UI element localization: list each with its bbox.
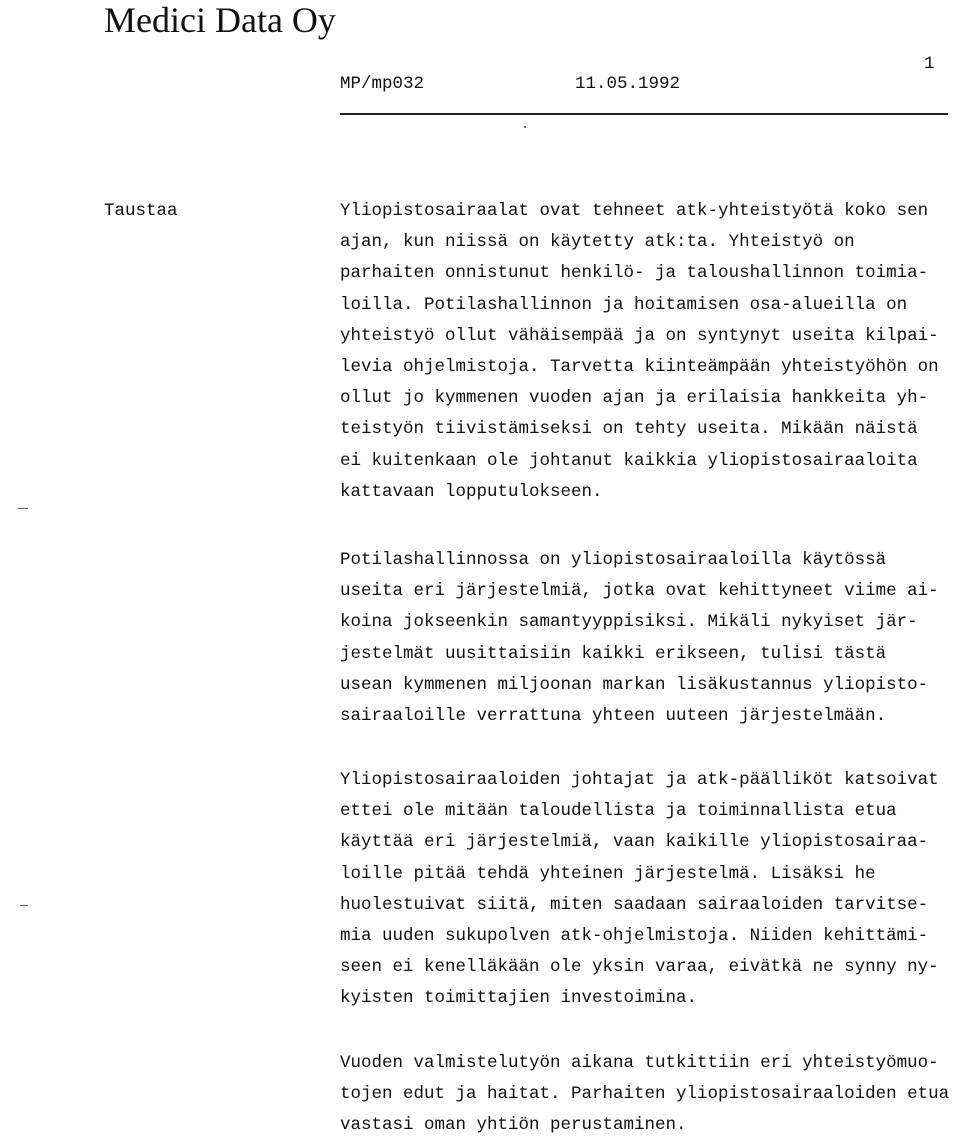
paragraph-line: loilla. Potilashallinnon ja hoitamisen osa-alueilla on — [340, 294, 908, 315]
scan-speck — [20, 905, 28, 906]
section-label: Taustaa — [104, 201, 178, 221]
paragraph-line: loille pitää tehdä yhteinen järjestelmä. Lisäksi he — [340, 863, 876, 884]
paragraph-line: levia ohjelmistoja. Tarvetta kiinteämpään yhteistyöhön on — [340, 357, 939, 377]
paragraph-line: Potilashallinnossa on yliopistosairaaloilla käytössä — [340, 550, 887, 570]
scan-speck — [18, 508, 28, 509]
paragraph-line: vastasi oman yhtiön perustaminen. — [340, 1115, 687, 1136]
paragraph-line: käyttää eri järjestelmiä, vaan kaikille yliopistosairaa- — [340, 832, 929, 853]
paragraph-line: ollut jo kymmenen vuoden ajan ja erilaisia hankkeita yh- — [340, 388, 929, 409]
paragraph-line: useita eri järjestelmiä, jotka ovat kehittyneet viime ai- — [340, 581, 939, 602]
company-name: Medici Data Oy — [104, 0, 336, 40]
document-date: 11.05.1992 — [575, 74, 681, 94]
header-divider — [340, 113, 948, 115]
paragraph-line: ettei ole mitään taloudellista ja toiminnallista etua — [340, 801, 897, 822]
page-number: 1 — [924, 54, 935, 74]
paragraph-line: kyisten toimittajien investoimina. — [340, 988, 698, 1009]
paragraph-line: seen ei kenelläkään ole yksin varaa, eivätkä ne synny ny- — [340, 957, 939, 978]
paragraph-line: tojen edut ja haitat. Parhaiten yliopistosairaaloiden etua — [340, 1084, 950, 1105]
paragraph-line: sairaaloille verrattuna yhteen uuteen järjestelmään. — [340, 706, 887, 726]
paragraph-line: kattavaan lopputulokseen. — [340, 481, 603, 502]
paragraph-line: Yliopistosairaalat ovat tehneet atk-yhteistyötä koko sen — [340, 201, 929, 221]
paragraph-line: ei kuitenkaan ole johtanut kaikkia yliopistosairaaloita — [340, 450, 918, 471]
paragraph-line: Yliopistosairaaloiden johtajat ja atk-päälliköt katsoivat — [340, 770, 939, 790]
paragraph-line: ajan, kun niissä on käytetty atk:ta. Yhteistyö on — [340, 232, 855, 253]
paragraph-line: koina jokseenkin samantyyppisiksi. Mikäli nykyiset jär- — [340, 612, 918, 633]
paragraph-line: mia uuden sukupolven atk-ohjelmistoja. Niiden kehittämi- — [340, 926, 929, 946]
scan-speck — [524, 126, 526, 128]
document-reference: MP/mp032 — [340, 74, 425, 94]
paragraph-line: huolestuivat siitä, miten saadaan sairaaloiden tarvitse- — [340, 894, 929, 915]
paragraph-line: yhteistyö ollut vähäisempää ja on syntynyt useita kilpai- — [340, 325, 939, 346]
paragraph-line: teistyön tiivistämiseksi on tehty useita. Mikään näistä — [340, 419, 918, 440]
paragraph-line: usean kymmenen miljoonan markan lisäkustannus yliopisto- — [340, 674, 929, 695]
paragraph-line: jestelmät uusittaisiin kaikki erikseen, tulisi tästä — [340, 643, 887, 664]
paragraph-line: Vuoden valmistelutyön aikana tutkittiin eri yhteistyömuo- — [340, 1053, 939, 1073]
paragraph-line: parhaiten onnistunut henkilö- ja taloushallinnon toimia- — [340, 263, 929, 284]
